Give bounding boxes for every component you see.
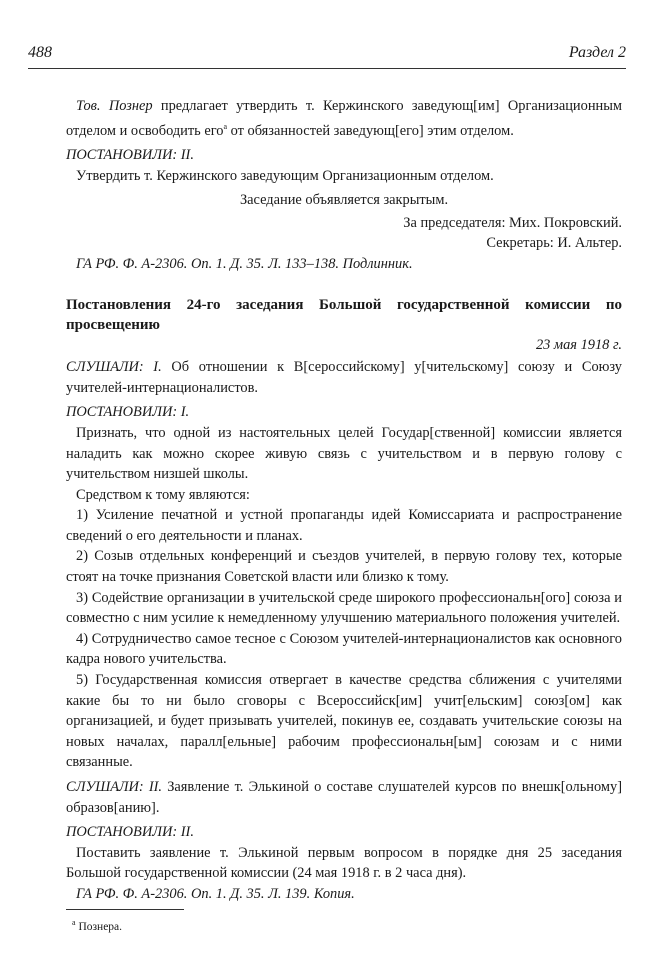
list-item: 4) Сотрудничество самое тесное с Союзом учителей-интернационалистов как основного кадра нового учительства.: [66, 630, 622, 668]
footnote-divider: [66, 909, 184, 910]
body-paragraph: Средством к тому являются:: [76, 486, 250, 503]
page-number: 488: [28, 44, 52, 61]
page-content: [66, 96, 622, 905]
list-item: 1) Усиление печатной и устной пропаганды идей Комиссариата и распространение сведений о его деятельности и планах.: [66, 507, 622, 544]
session-date: 23 мая 1918 г.: [535, 336, 622, 353]
heard-text: Заявление т. Элькиной о составе слушателей курсов по внешк[ольному] образов[анию].: [66, 779, 622, 816]
body-paragraph: Поставить заявление т. Элькиной первым вопросом в порядке дня 25 заседания Большой государственной комиссии (24 мая 1918 г. в 2 часа дня).: [66, 844, 622, 882]
proposal-paragraph: [66, 96, 622, 141]
heard-item-2: [66, 777, 622, 818]
proposal-text-end: от обязанностей заведующ[его] этим отделом.: [227, 122, 514, 139]
body-paragraph: Признать, что одной из настоятельных целей Государ[ственной] комиссии является наладить как можно скорее живую связь с учительством и в первую голову с учительством низшей школы.: [66, 424, 622, 483]
heard-label: СЛУШАЛИ: II.: [66, 779, 163, 796]
footnote-mark: а: [72, 918, 76, 927]
archive-reference: ГА РФ. Ф. А-2306. Оп. 1. Д. 35. Л. 139. Копия.: [76, 885, 355, 902]
resolution-text: Утвердить т. Кержинского заведующим Организационным отделом.: [76, 167, 494, 184]
resolved-label: ПОСТАНОВИЛИ: I.: [66, 404, 190, 421]
proposal-text: предлагает утвердить т. Кержинского заведующ[им] Организационным отделом и освободить его: [66, 98, 622, 139]
list-item: 3) Содействие организации в учительской среде широкого профессиональн[ого] союза и совместно с ним усилие к немедленному улучшению материального положения учителей.: [66, 589, 622, 627]
chair-signature: За председателя: Мих. Покровский.: [403, 214, 622, 231]
archive-reference: ГА РФ. Ф. А-2306. Оп. 1. Д. 35. Л. 133–138. Подлинник.: [76, 255, 413, 272]
heard-item-1: [66, 357, 622, 398]
footnote: [72, 916, 122, 934]
footnote-mark: а: [223, 121, 228, 131]
resolved-label: ПОСТАНОВИЛИ: II.: [66, 146, 194, 163]
closing-statement: Заседание объявляется закрытым.: [239, 192, 449, 209]
heard-text: Об отношении к В[сероссийскому] у[чительскому] союзу и Союзу учителей-интернационалистов.: [66, 359, 622, 396]
footnote-text: Познера.: [78, 920, 123, 933]
list-item: 5) Государственная комиссия отвергает в качестве средства сближения с учителями какие бы то ни было сговоры с Всероссийск[им] учит[ельским] союз[ом] как организацией, и будет призывать учителей, покинув ее, создавать учительские союзы на новых началах, паралл[ельные] рабочим профессиональн[ым] союзам и с ними связанные.: [66, 672, 622, 771]
secretary-signature: Секретарь: И. Альтер.: [486, 235, 622, 252]
section-heading: Постановления 24-го заседания Большой государственной комиссии по просвещению: [66, 296, 622, 333]
running-header: [28, 44, 626, 69]
section-title: Раздел 2: [568, 44, 626, 61]
speaker-name: Тов. Познер: [76, 98, 153, 114]
heard-label: СЛУШАЛИ: I.: [66, 359, 162, 376]
resolved-label: ПОСТАНОВИЛИ: II.: [66, 824, 194, 841]
list-item: 2) Созыв отдельных конференций и съездов учителей, в первую голову тех, которые стоят на точке признания Советской власти или близко к тому.: [66, 548, 622, 586]
